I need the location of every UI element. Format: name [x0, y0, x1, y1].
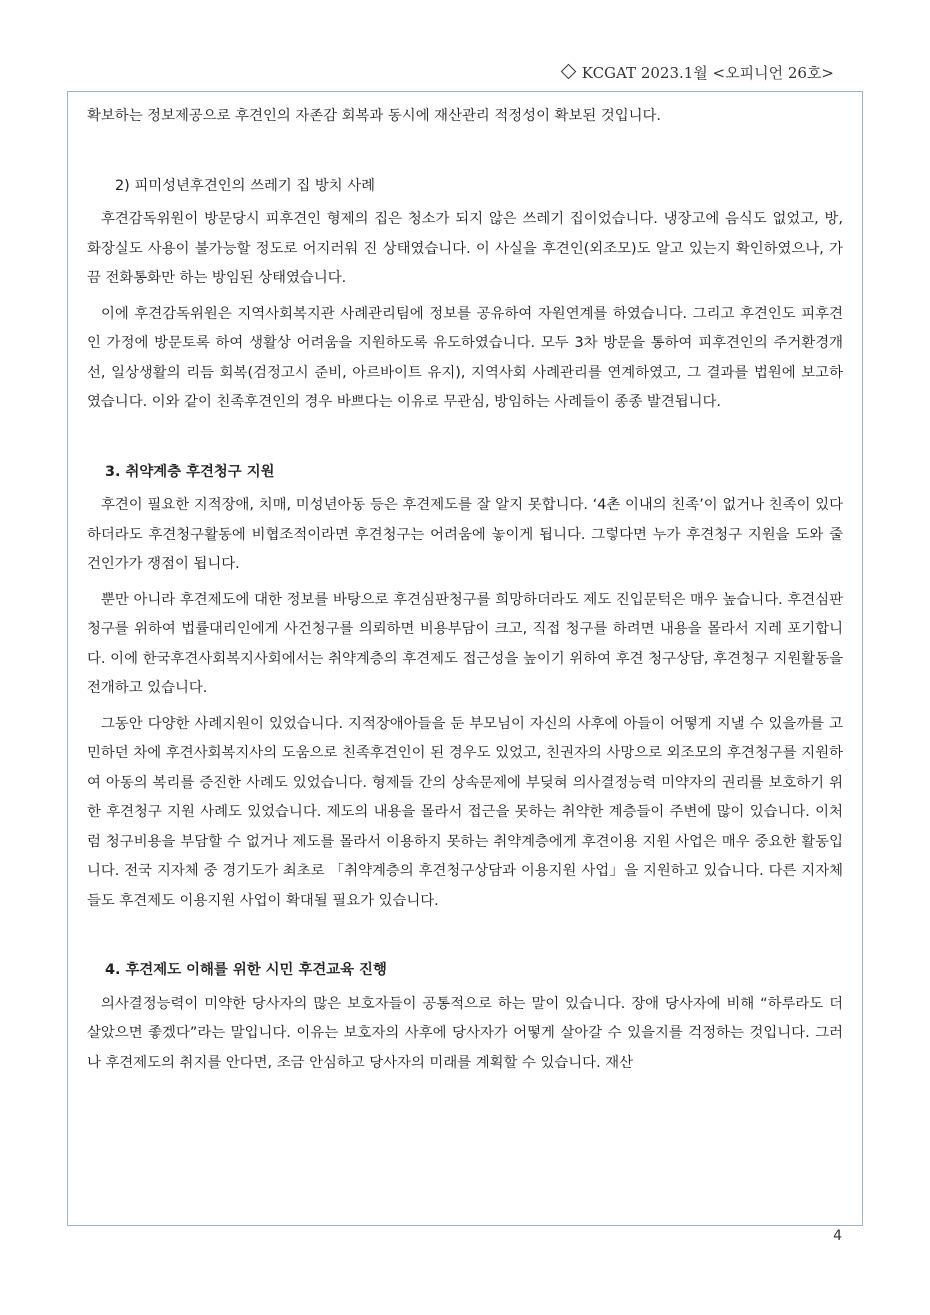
subsection-heading-2: 2) 피미성년후견인의 쓰레기 집 방치 사례 — [115, 177, 376, 194]
paragraph-1: 후견감독위원이 방문당시 피후견인 형제의 집은 청소가 되지 않은 쓰레기 집이었습니다. 냉장고에 음식도 없었고, 방, 화장실도 사용이 불가능할 정도로 어지러워 진 상태였습니다. 이 사실을 후견인(외조모)도 알고 있는지 확인하였으나, 가끔 전화통화만 하는 방임된 상태였습니다. — [87, 211, 843, 286]
paragraph-5: 그동안 다양한 사례지원이 있었습니다. 지적장애아들을 둔 부모님이 자신의 사후에 아들이 어떻게 지낼 수 있을까를 고민하던 차에 후견사회복지사의 도움으로 친족후견인이 된 경우도 있었고, 친권자의 사망으로 외조모의 후견청구를 지원하여 아동의 복리를 증진한 사례도 있었습니다. 형제들 간의 상속문제에 부딪혀 의사결정능력 미약자의 권리를 보호하기 위한 후견청구 지원 사례도 있었습니다. 제도의 내용을 몰라서 접근을 못하는 취약한 계층들이 주변에 많이 있습니다. 이처럼 청구비용을 부담할 수 없거나 제도를 몰라서 이용하지 못하는 취약계층에게 후견이용 지원 사업은 매우 중요한 활동입니다. 전국 지자체 중 경기도가 최초로 「취약계층의 후견청구상담과 이용지원 사업」을 지원하고 있습니다. 다른 지자체들도 후견제도 이용지원 사업이 확대될 필요가 있습니다. — [87, 715, 843, 909]
paragraph-6: 의사결정능력이 미약한 당사자의 많은 보호자들이 공통적으로 하는 말이 있습니다. 장애 당사자에 비해 “하루라도 더 살았으면 좋겠다”라는 말입니다. 이유는 보호자의 사후에 당사자가 어떻게 살아갈 수 있을지를 걱정하는 것입니다. 그러나 후견제도의 취지를 안다면, 조금 안심하고 당사자의 미래를 계획할 수 있습니다. 재산 — [87, 995, 843, 1071]
header — [563, 62, 834, 83]
header-text: KCGAT 2023.1월 <오피니언 26호> — [581, 64, 834, 82]
paragraph-3: 후견이 필요한 지적장애, 치매, 미성년아동 등은 후견제도를 잘 알지 못합니다. ‘4촌 이내의 친족’이 없거나 친족이 있다 하더라도 후견청구활동에 비협조적이라면 후견청구는 어려움에 놓이게 됩니다. 그렇다면 누가 후견청구 지원을 도와 줄 건인가가 쟁점이 됩니다. — [87, 497, 843, 572]
section-heading-3: 3. 취약계층 후견청구 지원 — [105, 463, 275, 480]
section-heading-4: 4. 후견제도 이해를 위한 시민 후견교육 진행 — [105, 962, 387, 978]
paragraph-4: 뿐만 아니라 후견제도에 대한 정보를 바탕으로 후견심판청구를 희망하더라도 제도 진입문턱은 매우 높습니다. 후견심판청구를 위하여 법률대리인에게 사건청구를 의뢰하면 비용부담이 크고, 직접 청구를 하려면 내용을 몰라서 지레 포기합니다. 이에 한국후견사회복지사회에서는 취약계층의 후견제도 접근성을 높이기 위하여 후견 청구상담, 후견청구 지원활동을 전개하고 있습니다. — [87, 591, 843, 696]
paragraph-continued: 확보하는 정보제공으로 후견인의 자존감 회복과 동시에 재산관리 적정성이 확보된 것입니다. — [87, 108, 661, 124]
diamond-icon — [560, 64, 576, 80]
paragraph-2: 이에 후견감독위원은 지역사회복지관 사례관리팀에 정보를 공유하여 자원연계를 하였습니다. 그리고 후견인도 피후견인 가정에 방문토록 하여 생활상 어려움을 지원하도록 유도하였습니다. 모두 3차 방문을 통하여 피후견인의 주거환경개선, 일상생활의 리듬 회복(검정고시 준비, 아르바이트 유지), 지역사회 사례관리를 연계하였고, 그 결과를 법원에 보고하였습니다. 이와 같이 친족후견인의 경우 바쁘다는 이유로 무관심, 방임하는 사례들이 종종 발견됩니다. — [87, 305, 843, 410]
document-body — [87, 102, 843, 1078]
page-number: 4 — [833, 1228, 842, 1244]
